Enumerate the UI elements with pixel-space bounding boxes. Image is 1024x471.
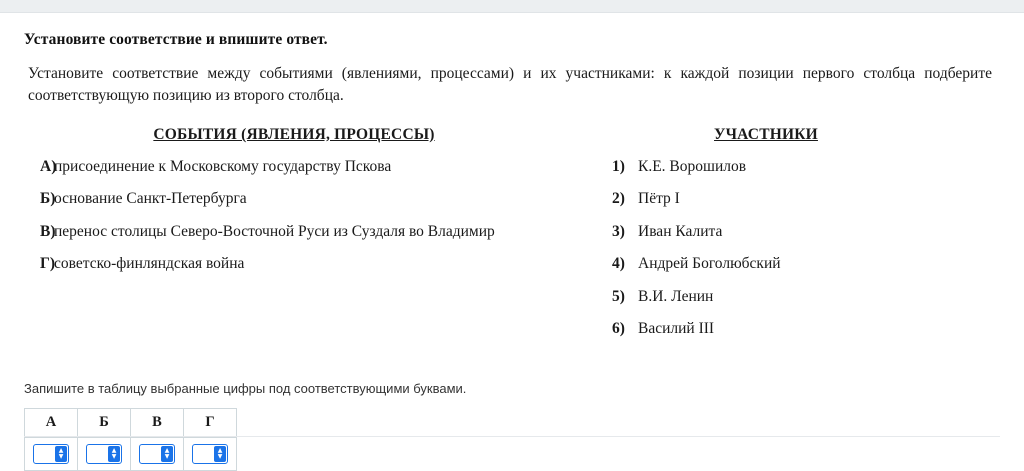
list-item-label: основание Санкт-Петербурга bbox=[54, 190, 247, 208]
column-header-v: В bbox=[131, 408, 184, 437]
list-item-key: 4) bbox=[612, 255, 625, 273]
task-page bbox=[0, 13, 1024, 471]
stepper-icon[interactable]: ▲ ▼ bbox=[55, 446, 67, 462]
page-title: Установите соответствие и впишите ответ. bbox=[24, 31, 328, 48]
column-header-b: Б bbox=[78, 408, 131, 437]
answer-cell-b bbox=[78, 437, 131, 470]
list-item-label: Василий III bbox=[638, 320, 715, 338]
list-item-key: А) bbox=[40, 157, 57, 175]
stepper-icon[interactable]: ▲ ▼ bbox=[161, 446, 173, 462]
list-item bbox=[612, 253, 1000, 275]
answer-cell-a bbox=[25, 437, 78, 470]
list-item bbox=[24, 221, 594, 243]
list-item bbox=[24, 253, 594, 275]
list-item-label: советско-финляндская война bbox=[54, 255, 245, 273]
list-item-key: Б) bbox=[40, 190, 56, 208]
list-item-key: 2) bbox=[612, 190, 625, 208]
participants-column bbox=[594, 126, 1000, 351]
list-item bbox=[24, 156, 594, 178]
list-item bbox=[612, 221, 1000, 243]
participants-column-heading: УЧАСТНИКИ bbox=[714, 125, 818, 143]
matching-columns bbox=[24, 126, 1000, 351]
list-item-key: 1) bbox=[612, 157, 625, 175]
column-header-a: А bbox=[25, 408, 78, 437]
list-item-label: перенос столицы Северо-Восточной Руси из Суздаля во Владимир bbox=[54, 222, 495, 240]
top-strip bbox=[0, 0, 1024, 13]
list-item bbox=[612, 286, 1000, 308]
participants-list bbox=[612, 156, 1000, 341]
stepper-icon[interactable]: ▲ ▼ bbox=[108, 446, 120, 462]
bottom-divider bbox=[24, 436, 1000, 437]
list-item-key: 5) bbox=[612, 287, 625, 305]
list-item-label: В.И. Ленин bbox=[638, 287, 714, 305]
list-item-key: 3) bbox=[612, 222, 625, 240]
answer-cell-v bbox=[131, 437, 184, 470]
list-item-label: Андрей Боголюбский bbox=[638, 255, 781, 273]
table-header-row bbox=[25, 408, 237, 437]
column-header-g: Г bbox=[184, 408, 237, 437]
events-column bbox=[24, 126, 594, 286]
list-item-key: 6) bbox=[612, 320, 625, 338]
list-item bbox=[612, 156, 1000, 178]
answer-cell-g bbox=[184, 437, 237, 470]
list-item bbox=[612, 188, 1000, 210]
list-item-label: Пётр I bbox=[638, 190, 680, 208]
answer-table bbox=[24, 408, 237, 471]
list-item bbox=[24, 188, 594, 210]
list-item-key: Г) bbox=[40, 255, 56, 273]
list-item-label: Иван Калита bbox=[638, 222, 723, 240]
list-item bbox=[612, 318, 1000, 340]
list-item-key: В) bbox=[40, 222, 56, 240]
task-instruction-text: Установите соответствие между событиями (явлениями, процессами) и их участниками: к каждой позиции первого столбца подберите соответствующую позицию из второго столбца. bbox=[28, 65, 992, 105]
list-item-label: присоединение к Московскому государству Пскова bbox=[54, 157, 392, 175]
list-item-label: К.Е. Ворошилов bbox=[638, 157, 747, 175]
table-row bbox=[25, 437, 237, 470]
stepper-icon[interactable]: ▲ ▼ bbox=[214, 446, 226, 462]
answer-instruction: Запишите в таблицу выбранные цифры под соответствующими буквами. bbox=[24, 380, 467, 396]
events-column-heading: СОБЫТИЯ (ЯВЛЕНИЯ, ПРОЦЕССЫ) bbox=[153, 125, 435, 143]
